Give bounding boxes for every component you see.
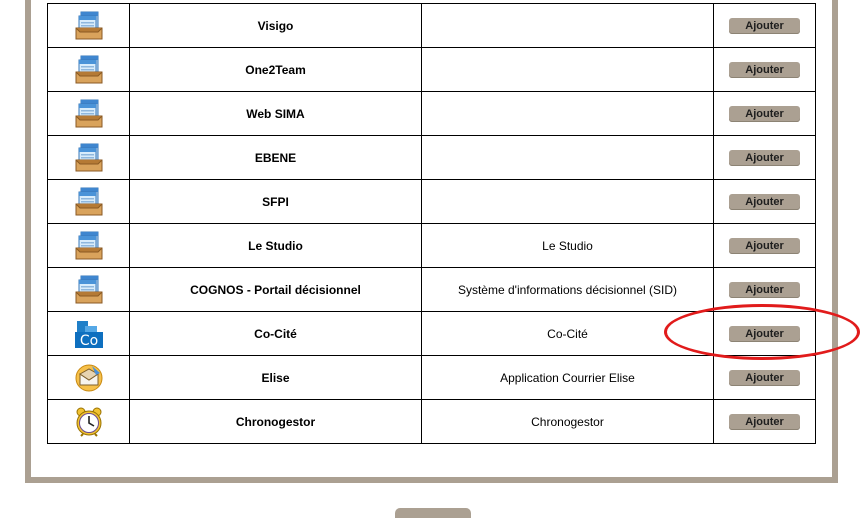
add-button[interactable]: Ajouter <box>729 238 800 254</box>
action-cell <box>714 356 816 400</box>
icon-cell <box>48 224 130 268</box>
action-cell <box>714 92 816 136</box>
add-button[interactable]: Ajouter <box>729 414 800 430</box>
window-stack-icon <box>74 55 104 85</box>
table-row <box>48 136 816 180</box>
add-button[interactable]: Ajouter <box>729 150 800 166</box>
icon-cell <box>48 400 130 444</box>
icon-cell <box>48 92 130 136</box>
icon-cell <box>48 136 130 180</box>
window-stack-icon <box>74 99 104 129</box>
add-button[interactable]: Ajouter <box>729 326 800 342</box>
action-cell <box>714 4 816 48</box>
alarm-clock-icon <box>74 407 104 437</box>
action-cell <box>714 224 816 268</box>
application-name: SFPI <box>130 180 422 224</box>
action-cell <box>714 180 816 224</box>
action-cell <box>714 312 816 356</box>
add-button[interactable]: Ajouter <box>729 194 800 210</box>
icon-cell <box>48 180 130 224</box>
action-cell <box>714 136 816 180</box>
svg-text:Co: Co <box>79 332 98 349</box>
application-description: Co-Cité <box>422 312 714 356</box>
application-name: Elise <box>130 356 422 400</box>
applications-table <box>47 3 816 444</box>
application-name: COGNOS - Portail décisionnel <box>130 268 422 312</box>
application-description <box>422 92 714 136</box>
application-name: Web SIMA <box>130 92 422 136</box>
icon-cell <box>48 48 130 92</box>
icon-cell <box>48 268 130 312</box>
window-stack-icon <box>74 187 104 217</box>
application-description: Système d'informations décisionnel (SID) <box>422 268 714 312</box>
application-description <box>422 48 714 92</box>
add-button[interactable]: Ajouter <box>729 106 800 122</box>
table-row <box>48 356 816 400</box>
window-stack-icon <box>74 275 104 305</box>
application-name: Chronogestor <box>130 400 422 444</box>
bottom-button[interactable] <box>395 508 471 518</box>
table-row <box>48 48 816 92</box>
application-name: One2Team <box>130 48 422 92</box>
table-row <box>48 180 816 224</box>
table-row <box>48 400 816 444</box>
icon-cell <box>48 356 130 400</box>
application-description <box>422 4 714 48</box>
action-cell <box>714 400 816 444</box>
application-name: Co-Cité <box>130 312 422 356</box>
action-cell <box>714 268 816 312</box>
table-row <box>48 268 816 312</box>
icon-cell <box>48 4 130 48</box>
action-cell <box>714 48 816 92</box>
co-cite-logo-icon <box>74 319 104 349</box>
table-row <box>48 92 816 136</box>
application-description: Application Courrier Elise <box>422 356 714 400</box>
application-description <box>422 136 714 180</box>
application-description <box>422 180 714 224</box>
window-stack-icon <box>74 231 104 261</box>
table-row <box>48 312 816 356</box>
application-description: Chronogestor <box>422 400 714 444</box>
mail-envelope-icon <box>74 363 104 393</box>
table-row <box>48 4 816 48</box>
window-stack-icon <box>74 143 104 173</box>
application-name: EBENE <box>130 136 422 180</box>
application-name: Visigo <box>130 4 422 48</box>
application-name: Le Studio <box>130 224 422 268</box>
window-stack-icon <box>74 11 104 41</box>
icon-cell <box>48 312 130 356</box>
add-button[interactable]: Ajouter <box>729 62 800 78</box>
table-row <box>48 224 816 268</box>
add-button[interactable]: Ajouter <box>729 370 800 386</box>
add-button[interactable]: Ajouter <box>729 18 800 34</box>
add-button[interactable]: Ajouter <box>729 282 800 298</box>
application-description: Le Studio <box>422 224 714 268</box>
